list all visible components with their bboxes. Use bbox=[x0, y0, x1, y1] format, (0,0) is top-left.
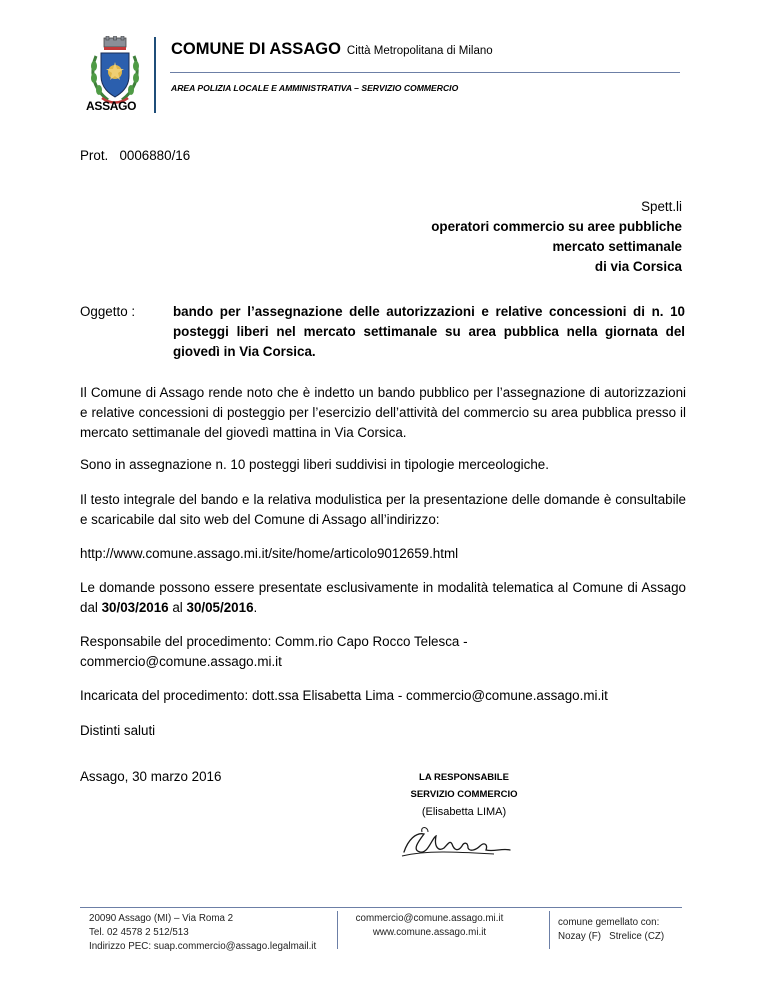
footer-address-block bbox=[89, 912, 316, 954]
addressee-line: mercato settimanale bbox=[552, 239, 682, 254]
protocol-number: Prot. 0006880/16 bbox=[80, 148, 191, 163]
footer-phone: Tel. 02 4578 2 512/513 bbox=[89, 927, 189, 938]
body-paragraph bbox=[80, 578, 686, 618]
addressee-block bbox=[431, 197, 682, 277]
header-rule bbox=[170, 72, 680, 73]
addressee-line: di via Corsica bbox=[594, 259, 682, 274]
signature-block bbox=[380, 769, 548, 821]
municipal-crest-icon bbox=[88, 36, 142, 108]
subject-text: bando per l’assegnazione delle autorizzazioni e relative concessioni di n. 10 posteggi liberi nel mercato settimanale su area pubblica nella giornata del giovedì in Via Corsica. bbox=[173, 304, 685, 359]
deadline-text: Le domande possono essere presentate esclusivamente in modalità telematica al Comune di Assago dal bbox=[80, 580, 686, 615]
crest-label: ASSAGO bbox=[86, 99, 137, 113]
closing-greeting: Distinti saluti bbox=[80, 723, 156, 738]
twinning-towns: Nozay (F) Strelice (CZ) bbox=[558, 931, 665, 942]
footer-pec: Indirizzo PEC: suap.commercio@assago.legalmail.it bbox=[89, 941, 317, 952]
body-paragraph: Il Comune di Assago rende noto che è indetto un bando pubblico per l’assegnazione di autorizzazioni e relative concessioni di posteggio per l’esercizio dell’attività del commercio su area pubblica presso il mercato settimanale del giovedì mattina in Via Corsica. bbox=[80, 385, 686, 440]
municipality-name: COMUNE DI ASSAGO bbox=[171, 40, 341, 58]
subject-label: Oggetto : bbox=[80, 304, 136, 319]
department-label: AREA POLIZIA LOCALE E AMMINISTRATIVA – SERVIZIO COMMERCIO bbox=[171, 83, 459, 93]
header-divider bbox=[154, 37, 156, 113]
addressee-line: operatori commercio su aree pubbliche bbox=[431, 219, 682, 234]
deadline-text: . bbox=[253, 600, 258, 615]
handwritten-signature bbox=[398, 822, 518, 862]
signatory-service: SERVIZIO COMMERCIO bbox=[410, 789, 518, 800]
footer-contact-block bbox=[347, 912, 512, 940]
body-paragraph: Il testo integrale del bando e la relativa modulistica per la presentazione delle domande è consultabile e scaricabile dal sito web del Comune di Assago all’indirizzo: bbox=[80, 492, 686, 527]
end-date: 30/05/2016 bbox=[186, 600, 254, 615]
deadline-text: al bbox=[168, 600, 187, 615]
signatory-role: LA RESPONSABILE bbox=[419, 772, 509, 783]
addressee-salutation: Spett.li bbox=[641, 199, 682, 214]
footer-rule bbox=[80, 907, 682, 908]
footer-twinning-block bbox=[558, 916, 682, 944]
twinning-label: comune gemellato con: bbox=[558, 917, 660, 928]
signatory-name: (Elisabetta LIMA) bbox=[421, 806, 507, 818]
start-date: 30/03/2016 bbox=[101, 600, 169, 615]
municipality-subtitle: Città Metropolitana di Milano bbox=[346, 45, 493, 57]
footer-website-link[interactable]: www.comune.assago.mi.it bbox=[372, 927, 487, 938]
footer-divider bbox=[337, 911, 338, 949]
officer-contact: Incaricata del procedimento: dott.ssa Elisabetta Lima - commercio@comune.assago.mi.it bbox=[80, 688, 608, 703]
footer-address: 20090 Assago (MI) – Via Roma 2 bbox=[89, 913, 234, 924]
body-paragraph: Sono in assegnazione n. 10 posteggi liberi suddivisi in tipologie merceologiche. bbox=[80, 457, 549, 472]
page-title bbox=[171, 40, 493, 59]
footer-email-link[interactable]: commercio@comune.assago.mi.it bbox=[355, 913, 504, 924]
responsible-contact: Responsabile del procedimento: Comm.rio Capo Rocco Telesca - commercio@comune.assago.mi.it bbox=[80, 634, 468, 669]
place-date: Assago, 30 marzo 2016 bbox=[80, 769, 222, 784]
footer-divider bbox=[549, 911, 550, 949]
bando-url-link[interactable]: http://www.comune.assago.mi.it/site/home/articolo9012659.html bbox=[80, 546, 459, 561]
